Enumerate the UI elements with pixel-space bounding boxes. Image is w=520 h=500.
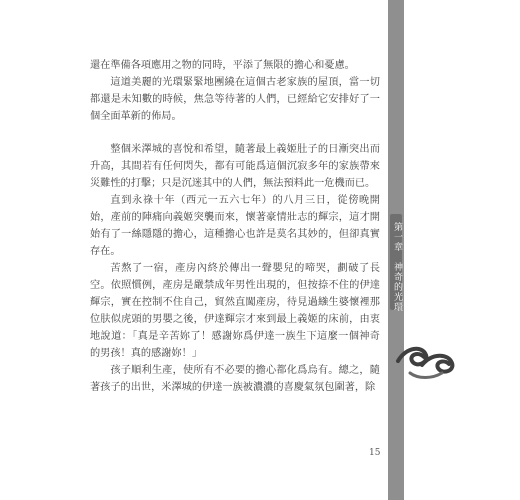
paragraph: 還在準備各項應用之物的同時，平添了無限的擔心和憂慮。	[90, 60, 355, 71]
paragraph: 直到永祿十年（西元一五六七年）的八月三日，從傍晚開始，產前的陣痛向義姬突襲而來，懷著豪情壯志的輝宗，這才開始有了一絲隱隱的擔心，這種擔心也許是莫名其妙的，但卻真實存在。	[90, 195, 380, 257]
paragraph: 孩子順利生產，使所有不必要的擔心都化爲烏有。總之，隨著孩子的出世，米澤城的伊達一族被濃濃的喜慶氣氛包圍著，除	[90, 365, 380, 393]
body-text	[90, 57, 380, 396]
margin-area	[404, 0, 520, 500]
chapter-title: 第一章 神奇的光環	[392, 222, 402, 312]
paragraph: 這道美麗的光環緊緊地團繞在這個古老家族的屋頂，當一切都還是未知數的時候，焦急等待著的人們，已經給它安排好了一個全面革新的佈局。	[90, 77, 380, 122]
swirl-emblem-icon	[392, 335, 462, 385]
page-number: 15	[369, 448, 381, 458]
paragraph: 整個米澤城的喜悅和希望，隨著最上義姬肚子的日漸突出而升高，其間若有任何閃失，都有可能爲這個沉寂多年的家族帶來災難性的打擊；只是沉迷其中的人們，無法預料此一危機而已。	[90, 144, 380, 189]
paragraph: 苦熬了一宿，產房內終於傳出一聲嬰兒的啼哭，劃破了長空。依照慣例，產房是嚴禁成年男性出現的，但按捺不住的伊達輝宗，實在控制不住自己，貿然直闖產房，待見過繈生婆懷裡那位肤似虎頭的男嬰之後，伊達輝宗才來到最上義姬的床前，由衷地說道：「真是辛苦妳了！感謝妳爲伊達一族生下這麼一個神奇的男孩！真的感謝妳！」	[90, 263, 380, 359]
